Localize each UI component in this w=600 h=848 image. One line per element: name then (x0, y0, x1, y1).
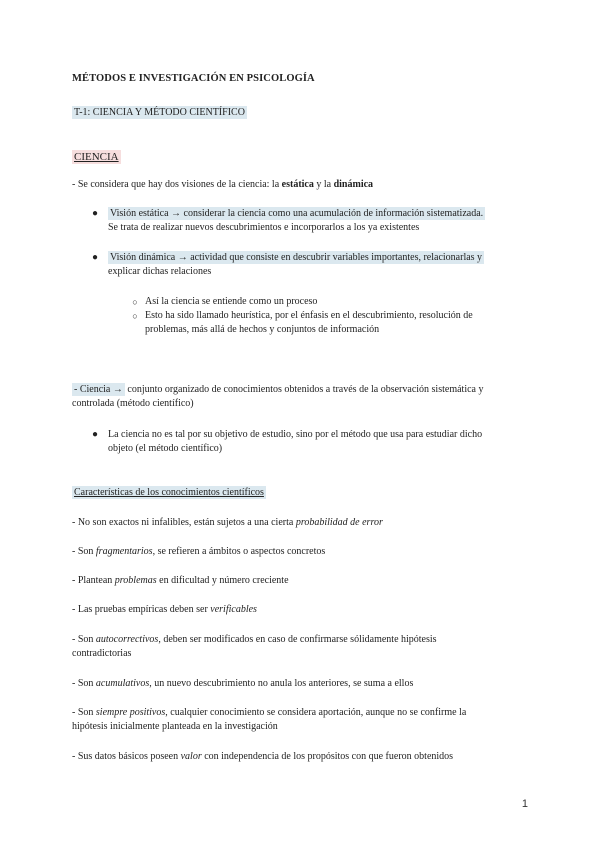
caracteristica-3 (72, 574, 544, 588)
c8-post: con independencia de los propósitos con que fueron obtenidos (201, 751, 454, 762)
bullet-metodo-line1: La ciencia no es tal por su objetivo de estudio, sino por el método que usa para estudiar dicho (108, 429, 483, 440)
c3-pre: - Plantean (72, 575, 115, 586)
c6-pre: - Son (72, 678, 96, 689)
definition-line2: controlada (método científico) (72, 398, 194, 409)
caracteristica-2 (72, 545, 544, 559)
section-heading-caracteristicas-text: Características de los conocimientos científicos (74, 487, 264, 498)
definition-line1: conjunto organizado de conocimientos obtenidos a través de la observación sistemática y (124, 384, 484, 395)
c8-pre: - Sus datos básicos poseen (72, 751, 181, 762)
c3-post: en dificultad y número creciente (156, 575, 289, 586)
bullet-dot: ● (91, 252, 99, 263)
topic-heading (72, 106, 544, 120)
bullet-vision-dinamica-line2: explicar dichas relaciones (108, 266, 212, 277)
c5-post: , deben ser modificados en caso de confirmarse sólidamente hipótesis (158, 634, 437, 645)
caracteristica-4 (72, 603, 544, 617)
sub-bullet-heuristica-line2: problemas, más allá de hechos y conjuntos de información (145, 324, 380, 335)
c8-italic: valor (180, 751, 202, 762)
page-number: 1 (521, 798, 528, 810)
sub-bullet-circle: ○ (132, 311, 138, 321)
bullet-vision-dinamica (108, 251, 544, 279)
section-heading-caracteristicas (72, 486, 544, 500)
document-title: MÉTODOS E INVESTIGACIÓN EN PSICOLOGÍA (72, 73, 315, 84)
sub-bullet-heuristica-line1: Esto ha sido llamado heurística, por el énfasis en el descubrimiento, resolución de (145, 310, 473, 321)
c7-italic: siempre positivos (95, 707, 166, 718)
caracteristica-6 (72, 677, 544, 691)
c2-post: , se refieren a ámbitos o aspectos concretos (152, 546, 326, 557)
caracteristica-7 (72, 706, 544, 734)
c5-italic: autocorrectivos (95, 634, 159, 645)
c2-pre: - Son (72, 546, 96, 557)
bullet-metodo (108, 428, 544, 456)
caracteristica-1 (72, 516, 544, 530)
intro-bold-estatica: estática (281, 179, 314, 190)
bullet-vision-estatica-line2: Se trata de realizar nuevos descubrimientos e incorporarlos a los ya existentes (108, 222, 420, 233)
bullet-dot: ● (91, 208, 99, 219)
c7-post: , cualquier conocimiento se considera aportación, aunque no se confirme la (165, 707, 467, 718)
bullet-dot: ● (91, 429, 99, 440)
topic-heading-text: T-1: CIENCIA Y MÉTODO CIENTÍFICO (74, 107, 245, 118)
bullet-vision-estatica-line1: Visión estática → considerar la ciencia como una acumulación de información sistematizada. (110, 208, 484, 219)
c4-pre: - Las pruebas empíricas deben ser (72, 604, 211, 615)
c2-italic: fragmentarios (95, 546, 153, 557)
c7-line2: hipótesis inicialmente planteada en la investigación (72, 721, 278, 732)
intro-mid: y la (313, 179, 334, 190)
c1-italic: probabilidad de error (295, 517, 383, 528)
c4-italic: verificables (210, 604, 257, 615)
section-heading-ciencia-text: CIENCIA (74, 151, 119, 163)
c6-italic: acumulativos (95, 678, 150, 689)
bullet-vision-dinamica-line1: Visión dinámica → actividad que consiste en descubrir variables importantes, relacionarlas y (110, 252, 483, 263)
definition-ciencia (72, 383, 544, 411)
caracteristica-5 (72, 633, 544, 661)
bullet-metodo-line2: objeto (el método científico) (108, 443, 223, 454)
sub-bullet-heuristica (145, 309, 544, 337)
intro-text: - Se considera que hay dos visiones de la ciencia: la (72, 179, 282, 190)
c6-post: , un nuevo descubrimiento no anula los anteriores, se suma a ellos (149, 678, 414, 689)
c1-text: - No son exactos ni infalibles, están sujetos a una cierta (72, 517, 296, 528)
definition-term: - Ciencia → (74, 384, 123, 395)
intro-bold-dinamica: dinámica (333, 179, 374, 190)
c7-pre: - Son (72, 707, 96, 718)
section-heading-ciencia (72, 150, 544, 164)
c3-italic: problemas (114, 575, 157, 586)
caracteristica-8 (72, 750, 544, 764)
bullet-vision-estatica (108, 207, 544, 235)
intro-paragraph (72, 178, 544, 192)
c5-line2: contradictorias (72, 648, 132, 659)
sub-bullet-proceso: Así la ciencia se entiende como un proceso (145, 296, 318, 307)
c5-pre: - Son (72, 634, 96, 645)
sub-bullet-circle: ○ (132, 297, 138, 307)
